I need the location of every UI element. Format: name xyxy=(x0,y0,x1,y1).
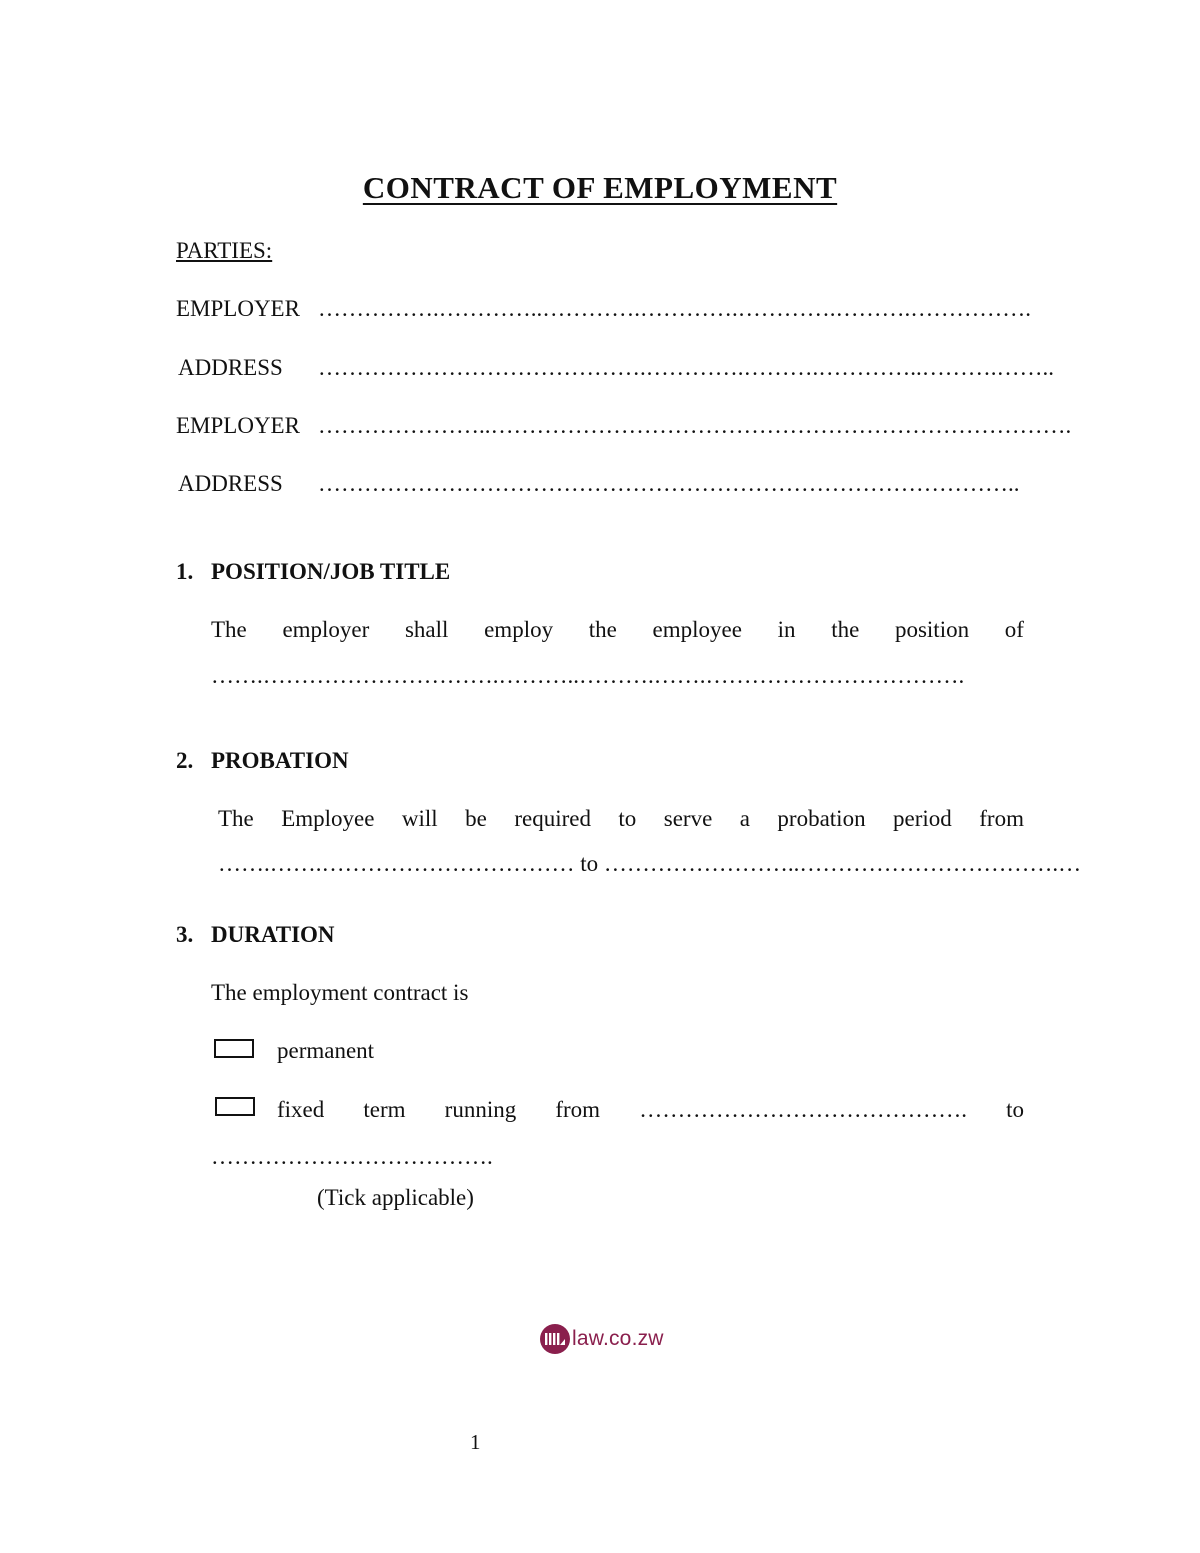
word: of xyxy=(1004,617,1024,642)
address-field-2: ……………………………………………………………………………….. xyxy=(318,471,1020,496)
fixed-term-from-field: ……………………………………. xyxy=(639,1097,967,1122)
logo-text: law.co.zw xyxy=(572,1327,664,1350)
employer-label-1: EMPLOYER xyxy=(176,296,300,321)
employer-label-2: EMPLOYER xyxy=(176,413,300,438)
word: required xyxy=(514,806,591,831)
word: employer xyxy=(282,617,370,642)
word: running xyxy=(444,1097,517,1122)
fixed-term-checkbox[interactable] xyxy=(215,1097,255,1116)
law-columns-icon xyxy=(540,1324,570,1354)
section-1-number: 1. xyxy=(176,559,194,584)
permanent-checkbox[interactable] xyxy=(214,1039,254,1058)
word: position xyxy=(894,617,970,642)
address-label-2: ADDRESS xyxy=(178,471,283,496)
word: to xyxy=(1006,1097,1024,1122)
word: fixed xyxy=(277,1097,325,1122)
footer-logo xyxy=(540,1324,664,1354)
word: a xyxy=(739,806,750,831)
employer-field-1: …………….…………..………….………….………….……….……………. xyxy=(318,296,1031,321)
word: The xyxy=(218,806,254,831)
word: will xyxy=(401,806,438,831)
document-title: CONTRACT OF EMPLOYMENT xyxy=(362,170,838,205)
word: be xyxy=(465,806,487,831)
word: from xyxy=(979,806,1024,831)
section-1-body-line-1 xyxy=(211,617,1024,643)
address-label-1: ADDRESS xyxy=(178,355,283,380)
page-number: 1 xyxy=(470,1430,481,1454)
word: Employee xyxy=(281,806,375,831)
section-3-number: 3. xyxy=(176,922,194,947)
word: in xyxy=(777,617,796,642)
position-field: …….………………………….………..……….…….……………………………. xyxy=(211,663,965,688)
section-2-body-line-1 xyxy=(218,806,1024,832)
fixed-term-option-line xyxy=(277,1097,1024,1123)
word: employee xyxy=(652,617,742,642)
word: to xyxy=(618,806,637,831)
word: term xyxy=(363,1097,406,1122)
word: the xyxy=(588,617,617,642)
word: shall xyxy=(404,617,449,642)
employer-field-2: …………………..…………………………………………………………………. xyxy=(318,413,1072,438)
parties-heading: PARTIES: xyxy=(176,238,273,263)
word: probation xyxy=(777,806,866,831)
section-2-heading: PROBATION xyxy=(211,748,349,773)
word: period xyxy=(893,806,952,831)
word: The xyxy=(211,617,247,642)
fixed-term-to-field: ………………………………. xyxy=(211,1144,493,1169)
duration-intro: The employment contract is xyxy=(211,980,469,1005)
section-3-heading: DURATION xyxy=(211,922,335,947)
word: the xyxy=(831,617,860,642)
section-2-number: 2. xyxy=(176,748,194,773)
address-field-1: …………………………………….………….……….…………..……….…….. xyxy=(318,355,1054,380)
word: serve xyxy=(663,806,713,831)
permanent-option-label: permanent xyxy=(277,1038,375,1063)
word: employ xyxy=(484,617,554,642)
probation-period-field: …….…….…………………………… to ……………………..…………………………….… xyxy=(218,851,1082,876)
word: from xyxy=(555,1097,601,1122)
tick-applicable-note: (Tick applicable) xyxy=(317,1185,474,1210)
section-1-heading: POSITION/JOB TITLE xyxy=(211,559,451,584)
